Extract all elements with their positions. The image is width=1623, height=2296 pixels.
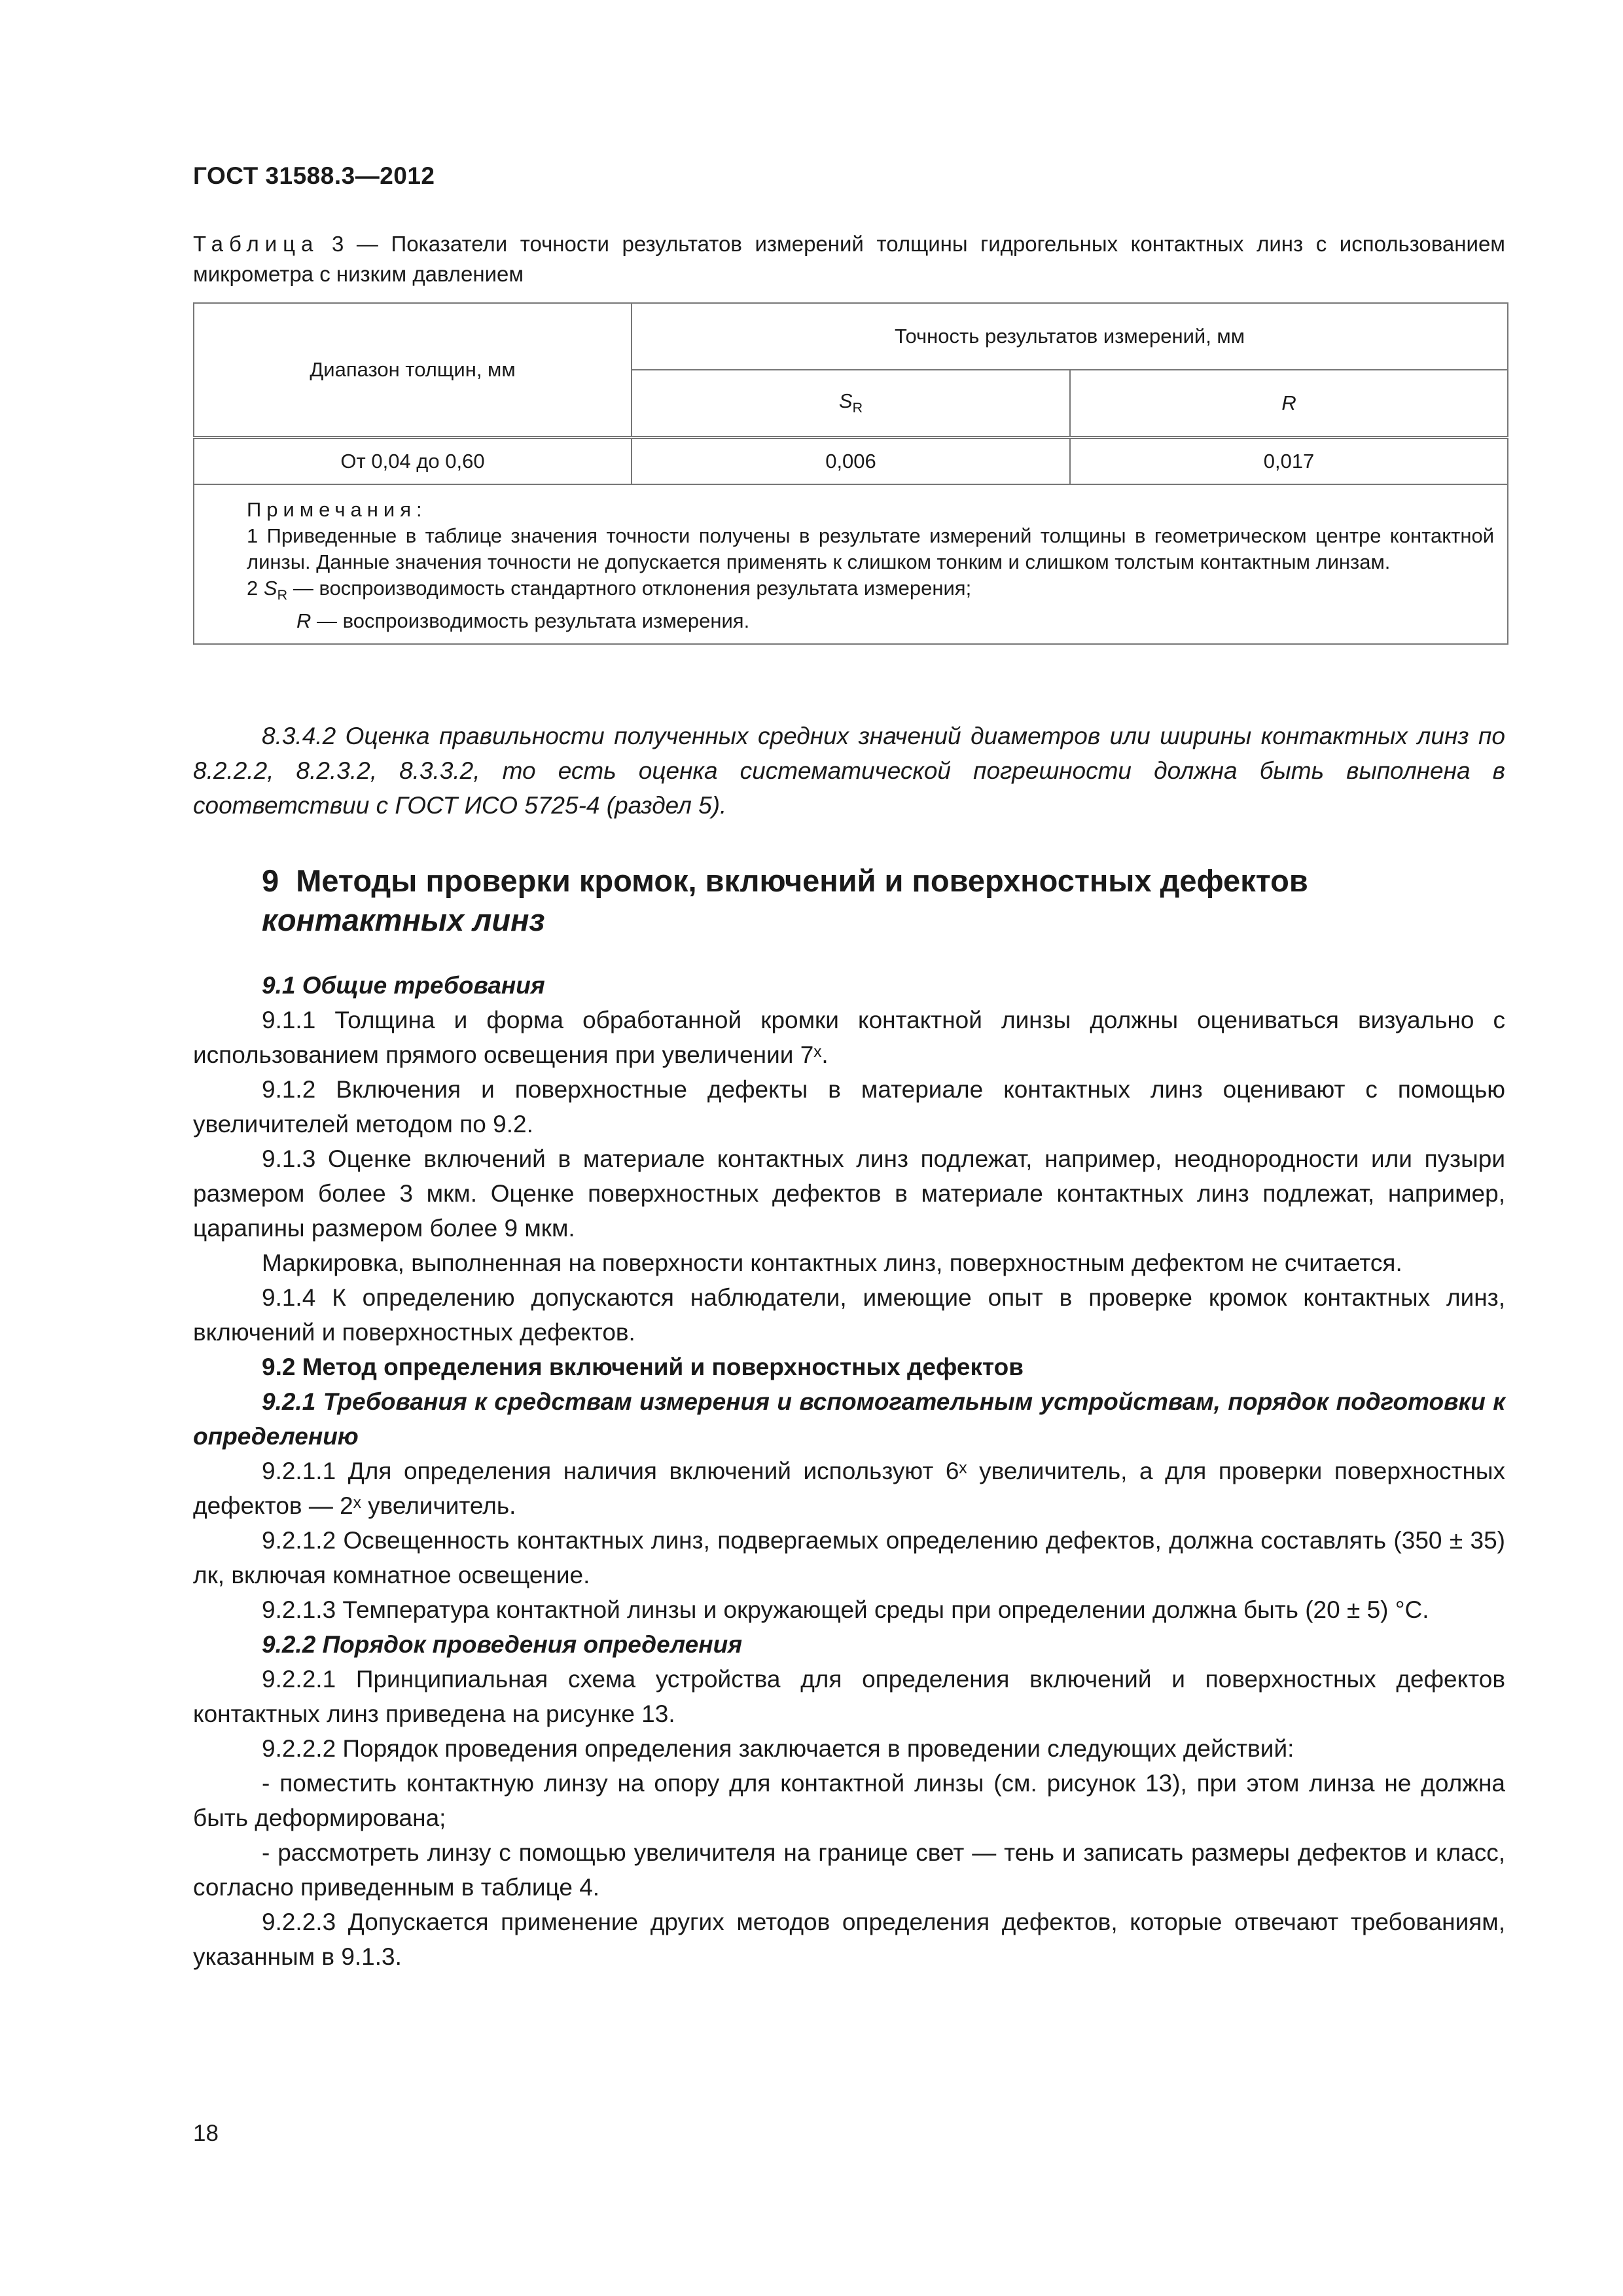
note-1: 1 Приведенные в таблице значения точности получены в результате измерений толщины в геометрическом центре контактной линзы. Данные значения точности не допускается применять к слишком тонким и слишком толстым контактным линзам. (247, 524, 1495, 573)
cell-range: От 0,04 до 0,60 (194, 438, 632, 485)
paragraph-912: 9.1.2 Включения и поверхностные дефекты в материале контактных линз оценивают с помощью увеличителей методом по 9.2. (193, 1076, 1505, 1138)
notes-title: Примечания: (247, 498, 427, 521)
note-3-letter: R (296, 609, 312, 633)
heading-9-2: 9.2 Метод определения включений и поверхностных дефектов (262, 1354, 1024, 1380)
header-sr (632, 370, 1070, 438)
paragraph-8342-block (193, 719, 1505, 823)
note-2 (207, 575, 1494, 608)
paragraph-8342: 8.3.4.2 Оценка правильности полученных средних значений диаметров или ширины контактных линз по 8.2.2.2, 8.2.3.2, 8.3.3.2, то есть оценка систематической погрешности должна быть выполнена в соответствии с ГОСТ ИСО 5725-4 (раздел 5). (193, 723, 1505, 819)
note-2-sub: R (277, 586, 288, 603)
paragraph-9213: 9.2.1.3 Температура контактной линзы и окружающей среды при определении должна быть (20 ± 5) °С. (262, 1596, 1429, 1623)
section-9-title-line1: Методы проверки кромок, включений и поверхностных дефектов (296, 863, 1308, 898)
section-9-heading (262, 861, 1492, 940)
section-9-number: 9 (262, 863, 279, 898)
table-caption-text: 3 — Показатели точности результатов измерений толщины гидрогельных контактных линз с использованием микрометра с низким давлением (193, 232, 1505, 286)
header-r (1070, 370, 1508, 438)
note-2-letter: S (263, 577, 277, 600)
paragraph-marking: Маркировка, выполненная на поверхности контактных линз, поверхностным дефектом не считается. (262, 1249, 1402, 1276)
heading-9-2-1: 9.2.1 Требования к средствам измерения и вспомогательным устройствам, порядок подготовки к определению (193, 1388, 1505, 1450)
section-9-body (193, 968, 1505, 1974)
note-2-prefix: 2 (247, 577, 264, 600)
note-3-text: — воспроизводимость результата измерения. (311, 609, 750, 633)
section-9-title-line2: контактных линз (262, 903, 545, 937)
page-number: 18 (193, 2121, 219, 2146)
list-item-1: - поместить контактную линзу на опору для контактной линзы (см. рисунок 13), при этом линза не должна быть деформирована; (193, 1770, 1505, 1831)
note-3 (207, 608, 1494, 634)
paragraph-9223: 9.2.2.3 Допускается применение других методов определения дефектов, которые отвечают требованиям, указанным в 9.1.3. (193, 1909, 1505, 1970)
header-sr-letter: S (838, 389, 853, 413)
paragraph-9221: 9.2.2.1 Принципиальная схема устройства для определения включений и поверхностных дефектов контактных линз приведена на рисунке 13. (193, 1666, 1505, 1727)
paragraph-914: 9.1.4 К определению допускаются наблюдатели, имеющие опыт в проверке кромок контактных линз, включений и поверхностных дефектов. (193, 1284, 1505, 1346)
header-r-letter: R (1281, 391, 1296, 414)
paragraph-9211: 9.2.1.1 Для определения наличия включений используют 6ˣ увеличитель, а для проверки поверхностных дефектов — 2ˣ увеличитель. (193, 1458, 1505, 1519)
document-title: ГОСТ 31588.3—2012 (193, 162, 435, 189)
table-caption-label: Таблица (193, 232, 319, 256)
table-caption (193, 229, 1505, 289)
heading-9-1: 9.1 Общие требования (262, 972, 545, 999)
header-accuracy: Точность результатов измерений, мм (632, 303, 1508, 370)
paragraph-9222: 9.2.2.2 Порядок проведения определения заключается в проведении следующих действий: (262, 1735, 1294, 1762)
note-2-text: — воспроизводимость стандартного отклонения результата измерения; (287, 577, 972, 600)
accuracy-table (193, 302, 1508, 645)
table-notes (194, 484, 1508, 644)
heading-9-2-2: 9.2.2 Порядок проведения определения (262, 1631, 742, 1658)
paragraph-913: 9.1.3 Оценке включений в материале контактных линз подлежат, например, неоднородности или пузыри размером более 3 мкм. Оценке поверхностных дефектов в материале контактных линз подлежат, например, царапины размером более 9 мкм. (193, 1145, 1505, 1242)
paragraph-9212: 9.2.1.2 Освещенность контактных линз, подвергаемых определению дефектов, должна составлять (350 ± 35) лк, включая комнатное освещение. (193, 1527, 1505, 1588)
cell-sr: 0,006 (632, 438, 1070, 485)
list-item-2: - рассмотреть линзу с помощью увеличителя на границе свет — тень и записать размеры дефектов и класс, согласно приведенным в таблице 4. (193, 1839, 1505, 1901)
cell-r: 0,017 (1070, 438, 1508, 485)
paragraph-911: 9.1.1 Толщина и форма обработанной кромки контактной линзы должны оцениваться визуально с использованием прямого освещения при увеличении 7ˣ. (193, 1007, 1505, 1068)
header-thickness-range: Диапазон толщин, мм (194, 303, 632, 438)
header-sr-sub: R (852, 399, 863, 416)
